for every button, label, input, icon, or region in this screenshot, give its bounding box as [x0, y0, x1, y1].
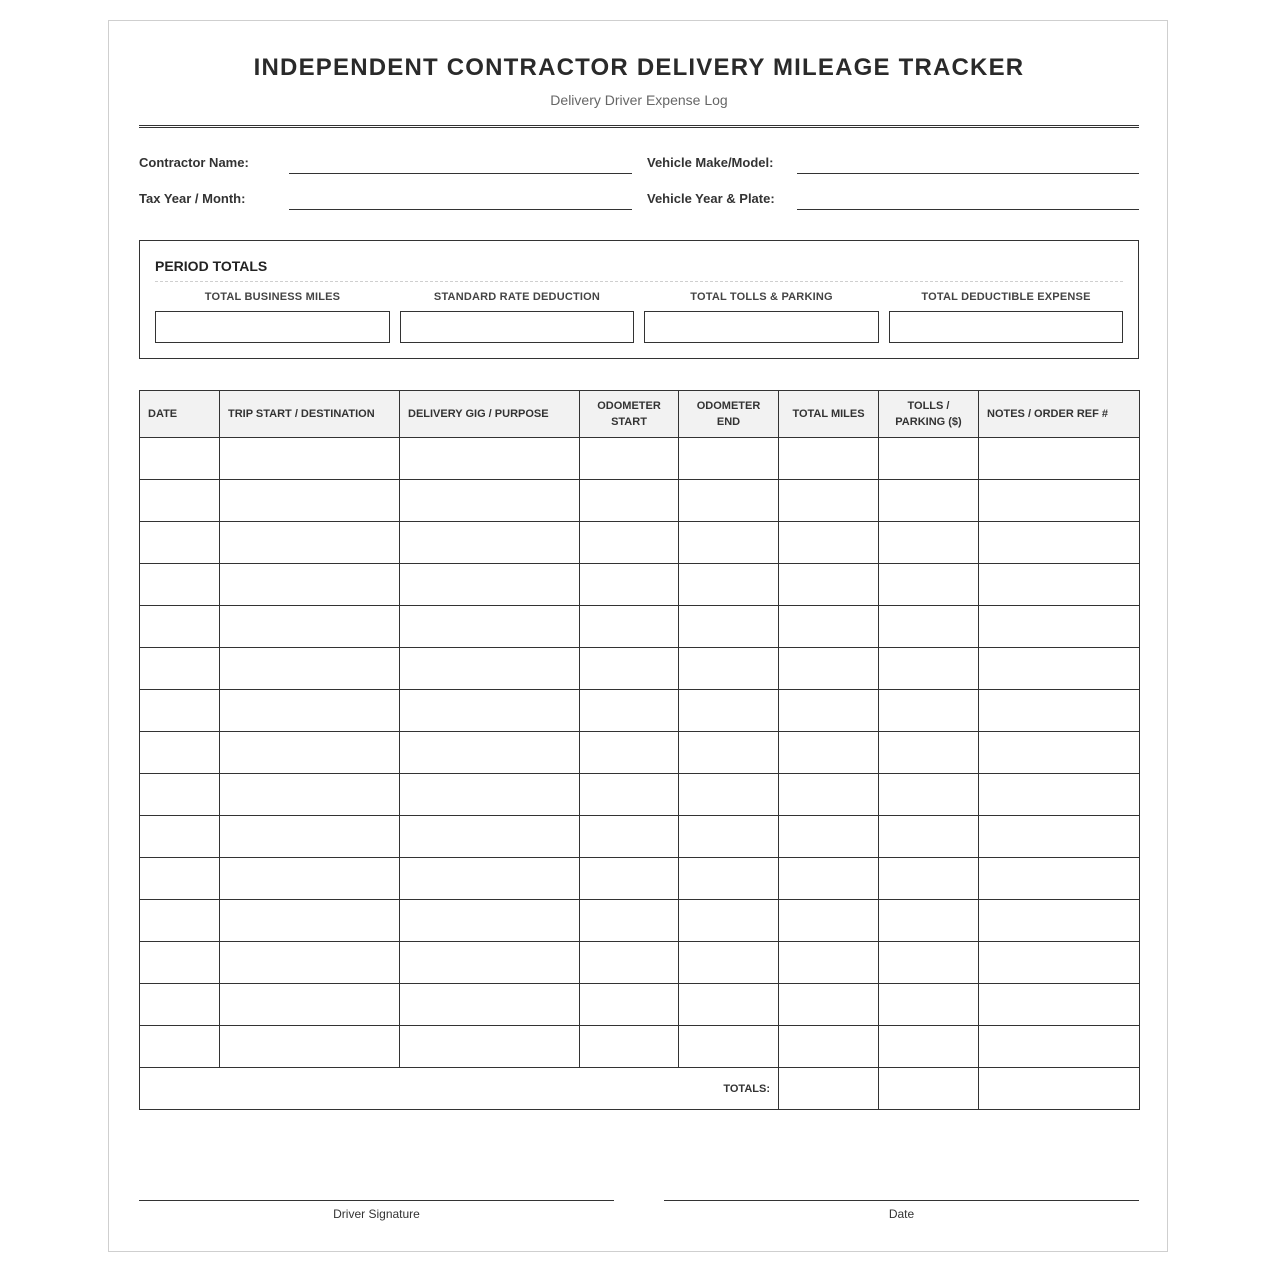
driver-signature-label: Driver Signature: [333, 1207, 420, 1221]
standard-rate-deduction-label: STANDARD RATE DEDUCTION: [433, 291, 601, 303]
cell-date[interactable]: [140, 522, 220, 564]
cell-date[interactable]: [140, 564, 220, 606]
cell-odometer-start[interactable]: [580, 774, 679, 816]
tax-year-month-label: Tax Year / Month:: [139, 191, 246, 206]
cell-odometer-start[interactable]: [580, 816, 679, 858]
cell-trip[interactable]: [220, 690, 400, 732]
cell-date[interactable]: [140, 606, 220, 648]
vehicle-year-plate-label: Vehicle Year & Plate:: [647, 191, 775, 206]
cell-odometer-end[interactable]: [679, 690, 779, 732]
cell-notes[interactable]: [979, 858, 1140, 900]
cell-odometer-end[interactable]: [679, 900, 779, 942]
date-signature-line[interactable]: [664, 1200, 1139, 1201]
header-divider: [139, 125, 1139, 128]
table-row: [140, 858, 1140, 900]
date-signature-label: Date: [888, 1207, 915, 1221]
total-tolls-parking-input[interactable]: [644, 311, 879, 343]
total-tolls-parking: [644, 291, 879, 343]
totals-row: [140, 1068, 1140, 1110]
cell-purpose[interactable]: [400, 606, 580, 648]
cell-notes[interactable]: [979, 900, 1140, 942]
cell-trip[interactable]: [220, 564, 400, 606]
total-business-miles-label: TOTAL BUSINESS MILES: [204, 291, 341, 303]
total-deductible-expense-label: TOTAL DEDUCTIBLE EXPENSE: [921, 291, 1091, 303]
cell-total-miles[interactable]: [779, 984, 879, 1026]
tax-year-month-field[interactable]: [289, 209, 632, 210]
contractor-name-field[interactable]: [289, 173, 632, 174]
cell-odometer-start[interactable]: [580, 606, 679, 648]
cell-notes[interactable]: [979, 522, 1140, 564]
cell-purpose[interactable]: [400, 648, 580, 690]
cell-total-miles[interactable]: [779, 690, 879, 732]
cell-date[interactable]: [140, 480, 220, 522]
table-row: [140, 480, 1140, 522]
cell-tolls-parking[interactable]: [879, 438, 979, 480]
cell-tolls-parking[interactable]: [879, 648, 979, 690]
cell-trip[interactable]: [220, 438, 400, 480]
cell-odometer-start[interactable]: [580, 900, 679, 942]
cell-odometer-end[interactable]: [679, 606, 779, 648]
table-row: [140, 522, 1140, 564]
table-row: [140, 984, 1140, 1026]
cell-odometer-end[interactable]: [679, 774, 779, 816]
cell-tolls-parking[interactable]: [879, 480, 979, 522]
total-deductible-expense-input[interactable]: [889, 311, 1123, 343]
cell-tolls-parking[interactable]: [879, 900, 979, 942]
cell-trip[interactable]: [220, 900, 400, 942]
cell-purpose[interactable]: [400, 480, 580, 522]
cell-odometer-start[interactable]: [580, 480, 679, 522]
cell-date[interactable]: [140, 774, 220, 816]
totals-tolls-cell[interactable]: [879, 1068, 979, 1110]
cell-tolls-parking[interactable]: [879, 984, 979, 1026]
cell-odometer-start[interactable]: [580, 564, 679, 606]
cell-tolls-parking[interactable]: [879, 606, 979, 648]
cell-trip[interactable]: [220, 858, 400, 900]
cell-odometer-start[interactable]: [580, 858, 679, 900]
cell-tolls-parking[interactable]: [879, 732, 979, 774]
cell-total-miles[interactable]: [779, 480, 879, 522]
cell-total-miles[interactable]: [779, 1026, 879, 1068]
standard-rate-deduction: [400, 291, 634, 343]
col-header-tolls-parking: TOLLS / PARKING ($): [879, 391, 979, 438]
mileage-log-table: [139, 390, 1140, 1110]
cell-odometer-start[interactable]: [580, 1026, 679, 1068]
cell-odometer-end[interactable]: [679, 858, 779, 900]
cell-total-miles[interactable]: [779, 522, 879, 564]
cell-trip[interactable]: [220, 984, 400, 1026]
period-totals-title: PERIOD TOTALS: [155, 258, 268, 274]
cell-notes[interactable]: [979, 774, 1140, 816]
cell-date[interactable]: [140, 942, 220, 984]
cell-tolls-parking[interactable]: [879, 774, 979, 816]
page-title: INDEPENDENT CONTRACTOR DELIVERY MILEAGE TRACKER: [253, 54, 1025, 81]
table-row: [140, 606, 1140, 648]
cell-odometer-start[interactable]: [580, 942, 679, 984]
cell-trip[interactable]: [220, 816, 400, 858]
cell-purpose[interactable]: [400, 942, 580, 984]
table-row: [140, 900, 1140, 942]
table-row: [140, 564, 1140, 606]
total-tolls-parking-label: TOTAL TOLLS & PARKING: [690, 291, 833, 303]
cell-date[interactable]: [140, 900, 220, 942]
cell-date[interactable]: [140, 816, 220, 858]
table-body: [140, 438, 1140, 1110]
cell-notes[interactable]: [979, 984, 1140, 1026]
table-row: [140, 690, 1140, 732]
table-row: [140, 732, 1140, 774]
cell-tolls-parking[interactable]: [879, 522, 979, 564]
cell-tolls-parking[interactable]: [879, 858, 979, 900]
cell-notes[interactable]: [979, 690, 1140, 732]
totals-label: TOTALS:: [140, 1068, 779, 1110]
total-deductible-expense: [889, 291, 1123, 343]
cell-purpose[interactable]: [400, 564, 580, 606]
cell-date[interactable]: [140, 984, 220, 1026]
cell-date[interactable]: [140, 1026, 220, 1068]
cell-total-miles[interactable]: [779, 774, 879, 816]
cell-notes[interactable]: [979, 1026, 1140, 1068]
table-row: [140, 816, 1140, 858]
cell-odometer-end[interactable]: [679, 1026, 779, 1068]
col-header-date: DATE: [140, 391, 220, 438]
cell-trip[interactable]: [220, 648, 400, 690]
col-header-trip: TRIP START / DESTINATION: [220, 391, 400, 438]
cell-total-miles[interactable]: [779, 564, 879, 606]
cell-odometer-end[interactable]: [679, 648, 779, 690]
cell-total-miles[interactable]: [779, 816, 879, 858]
cell-date[interactable]: [140, 690, 220, 732]
cell-trip[interactable]: [220, 1026, 400, 1068]
cell-date[interactable]: [140, 648, 220, 690]
cell-purpose[interactable]: [400, 984, 580, 1026]
cell-notes[interactable]: [979, 732, 1140, 774]
table-row: [140, 942, 1140, 984]
cell-odometer-start[interactable]: [580, 690, 679, 732]
cell-total-miles[interactable]: [779, 732, 879, 774]
cell-odometer-end[interactable]: [679, 942, 779, 984]
cell-total-miles[interactable]: [779, 858, 879, 900]
standard-rate-deduction-input[interactable]: [400, 311, 634, 343]
cell-notes[interactable]: [979, 942, 1140, 984]
cell-total-miles[interactable]: [779, 606, 879, 648]
cell-purpose[interactable]: [400, 816, 580, 858]
cell-purpose[interactable]: [400, 1026, 580, 1068]
cell-total-miles[interactable]: [779, 900, 879, 942]
cell-odometer-end[interactable]: [679, 480, 779, 522]
cell-trip[interactable]: [220, 480, 400, 522]
cell-date[interactable]: [140, 438, 220, 480]
cell-purpose[interactable]: [400, 732, 580, 774]
totals-notes-cell[interactable]: [979, 1068, 1140, 1110]
contractor-name-label: Contractor Name:: [139, 155, 249, 170]
cell-odometer-end[interactable]: [679, 732, 779, 774]
vehicle-make-model-label: Vehicle Make/Model:: [647, 155, 774, 170]
total-business-miles-input[interactable]: [155, 311, 390, 343]
col-header-total-miles: TOTAL MILES: [779, 391, 879, 438]
cell-odometer-end[interactable]: [679, 564, 779, 606]
table-row: [140, 774, 1140, 816]
cell-tolls-parking[interactable]: [879, 690, 979, 732]
table-row: [140, 648, 1140, 690]
cell-trip[interactable]: [220, 774, 400, 816]
cell-odometer-start[interactable]: [580, 438, 679, 480]
cell-purpose[interactable]: [400, 690, 580, 732]
cell-trip[interactable]: [220, 942, 400, 984]
cell-date[interactable]: [140, 732, 220, 774]
cell-tolls-parking[interactable]: [879, 564, 979, 606]
cell-purpose[interactable]: [400, 858, 580, 900]
form-page: [108, 20, 1168, 1252]
cell-purpose[interactable]: [400, 900, 580, 942]
cell-tolls-parking[interactable]: [879, 942, 979, 984]
cell-notes[interactable]: [979, 438, 1140, 480]
cell-trip[interactable]: [220, 732, 400, 774]
vehicle-year-plate-field[interactable]: [797, 209, 1139, 210]
col-header-notes: NOTES / ORDER REF #: [979, 391, 1140, 438]
cell-total-miles[interactable]: [779, 648, 879, 690]
cell-notes[interactable]: [979, 480, 1140, 522]
cell-odometer-start[interactable]: [580, 648, 679, 690]
vehicle-make-model-field[interactable]: [797, 173, 1139, 174]
cell-trip[interactable]: [220, 522, 400, 564]
col-header-purpose: DELIVERY GIG / PURPOSE: [400, 391, 580, 438]
table-header-row: [140, 391, 1140, 438]
table-row: [140, 438, 1140, 480]
cell-odometer-end[interactable]: [679, 522, 779, 564]
cell-purpose[interactable]: [400, 774, 580, 816]
cell-total-miles[interactable]: [779, 942, 879, 984]
cell-tolls-parking[interactable]: [879, 816, 979, 858]
total-business-miles: [155, 291, 390, 343]
cell-total-miles[interactable]: [779, 438, 879, 480]
cell-trip[interactable]: [220, 606, 400, 648]
cell-notes[interactable]: [979, 606, 1140, 648]
totals-miles-cell[interactable]: [779, 1068, 879, 1110]
cell-purpose[interactable]: [400, 438, 580, 480]
cell-notes[interactable]: [979, 816, 1140, 858]
cell-odometer-start[interactable]: [580, 522, 679, 564]
cell-odometer-end[interactable]: [679, 816, 779, 858]
driver-signature-line[interactable]: [139, 1200, 614, 1201]
page-subtitle: Delivery Driver Expense Log: [550, 92, 728, 108]
cell-notes[interactable]: [979, 564, 1140, 606]
cell-odometer-end[interactable]: [679, 438, 779, 480]
cell-notes[interactable]: [979, 648, 1140, 690]
period-totals-divider: [155, 281, 1123, 282]
period-totals-box: [139, 240, 1139, 359]
cell-date[interactable]: [140, 858, 220, 900]
cell-tolls-parking[interactable]: [879, 1026, 979, 1068]
cell-odometer-end[interactable]: [679, 984, 779, 1026]
cell-odometer-start[interactable]: [580, 732, 679, 774]
table-row: [140, 1026, 1140, 1068]
col-header-odometer-start: ODOMETER START: [580, 391, 679, 438]
cell-odometer-start[interactable]: [580, 984, 679, 1026]
cell-purpose[interactable]: [400, 522, 580, 564]
col-header-odometer-end: ODOMETER END: [679, 391, 779, 438]
